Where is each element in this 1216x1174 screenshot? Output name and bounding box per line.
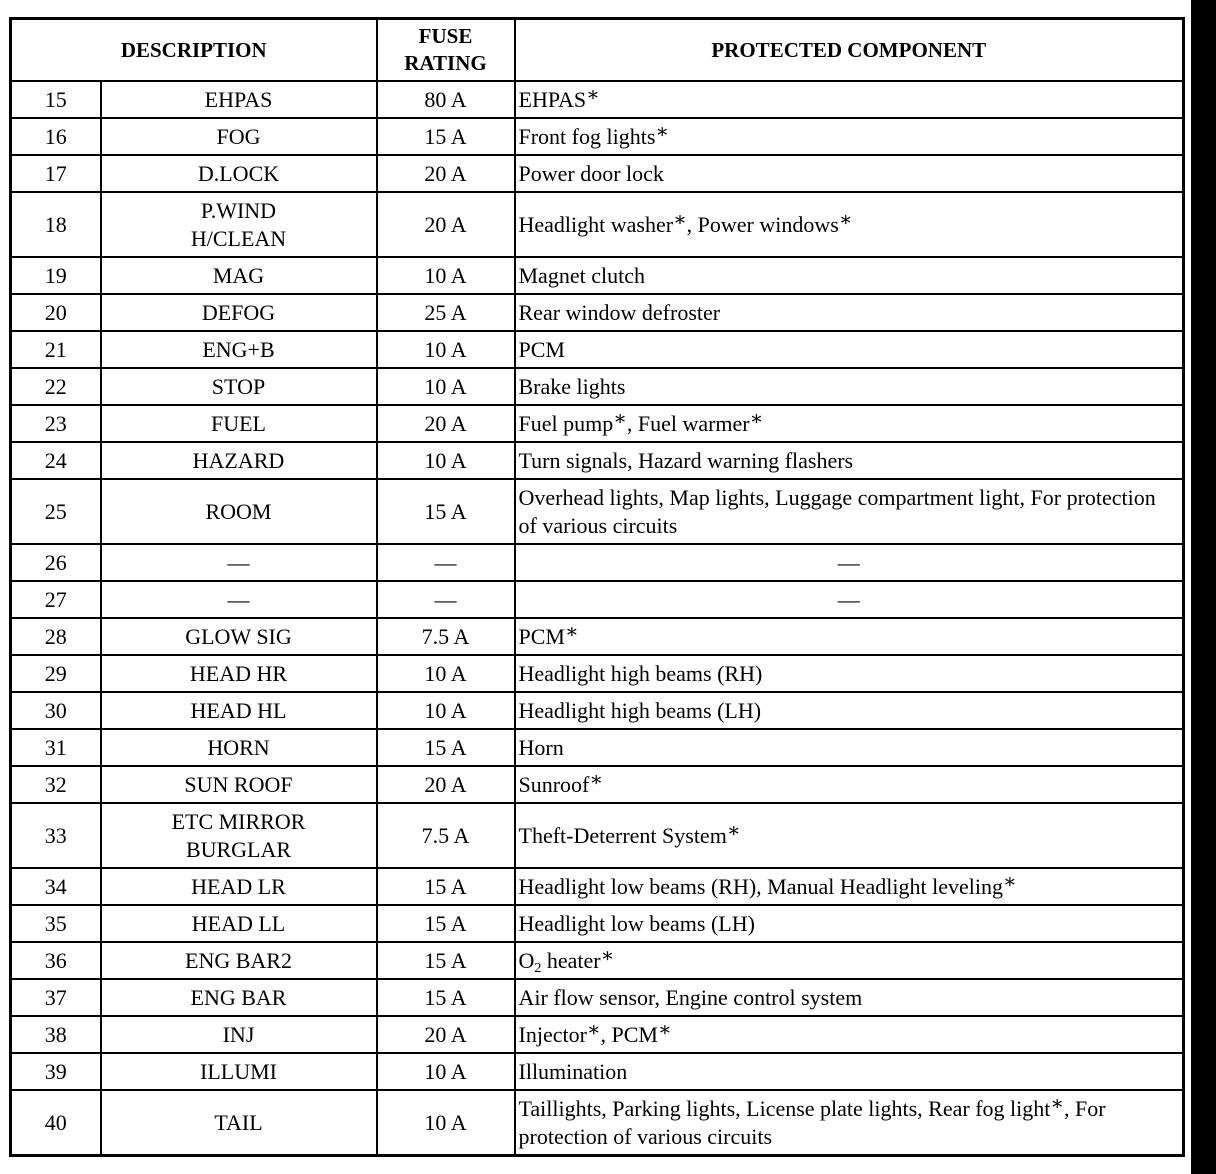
- fuse-rating: 10 A: [377, 257, 515, 294]
- fuse-number: 22: [11, 368, 101, 405]
- protected-component: Rear window defroster: [515, 294, 1184, 331]
- fuse-description: [101, 581, 377, 618]
- fuse-description: [101, 1090, 377, 1156]
- table-row: [11, 155, 1184, 192]
- fuse-number: 17: [11, 155, 101, 192]
- fuse-number: 31: [11, 729, 101, 766]
- fuse-description-line: ENG BAR2: [185, 947, 292, 973]
- fuse-number: 24: [11, 442, 101, 479]
- protected-component: Theft-Deterrent System∗: [515, 803, 1184, 868]
- fuse-description: [101, 942, 377, 979]
- fuse-number: 32: [11, 766, 101, 803]
- fuse-rating: 15 A: [377, 979, 515, 1016]
- fuse-rating: —: [377, 581, 515, 618]
- fuse-number: 23: [11, 405, 101, 442]
- fuse-description: [101, 368, 377, 405]
- fuse-description-line: STOP: [211, 373, 266, 399]
- fuse-number: 29: [11, 655, 101, 692]
- table-row: [11, 81, 1184, 118]
- fuse-description-line: EHPAS: [204, 86, 273, 112]
- fuse-description: [101, 479, 377, 544]
- protected-component: Brake lights: [515, 368, 1184, 405]
- footnote-asterisk: ∗: [589, 768, 603, 791]
- protected-component: Overhead lights, Map lights, Luggage compartment light, For protection of various circuits: [515, 479, 1184, 544]
- header-protected-component: PROTECTED COMPONENT: [515, 19, 1184, 82]
- protected-component: Headlight high beams (LH): [515, 692, 1184, 729]
- fuse-description-line: —: [227, 549, 250, 575]
- fuse-description-line: HEAD LR: [191, 873, 286, 899]
- fuse-number: 21: [11, 331, 101, 368]
- table-row: [11, 1016, 1184, 1053]
- table-row: [11, 803, 1184, 868]
- table-row: [11, 618, 1184, 655]
- table-row: [11, 766, 1184, 803]
- protected-component: EHPAS∗: [515, 81, 1184, 118]
- fuse-number: 30: [11, 692, 101, 729]
- fuse-number: 33: [11, 803, 101, 868]
- fuse-number: 27: [11, 581, 101, 618]
- fuse-number: 15: [11, 81, 101, 118]
- fuse-description-line: FOG: [216, 123, 261, 149]
- fuse-rating: 7.5 A: [377, 803, 515, 868]
- fuse-table: [9, 17, 1185, 1157]
- fuse-rating: 15 A: [377, 729, 515, 766]
- fuse-description-line: TAIL: [214, 1109, 263, 1135]
- fuse-number: 26: [11, 544, 101, 581]
- fuse-description-line: H/CLEAN: [190, 225, 287, 251]
- fuse-description: [101, 803, 377, 868]
- fuse-rating: 10 A: [377, 1090, 515, 1156]
- fuse-description-line: MAG: [212, 262, 265, 288]
- table-row: [11, 331, 1184, 368]
- fuse-rating: 25 A: [377, 294, 515, 331]
- fuse-rating: 10 A: [377, 368, 515, 405]
- footnote-asterisk: ∗: [586, 1018, 601, 1041]
- fuse-description: [101, 1053, 377, 1090]
- fuse-rating: 15 A: [377, 118, 515, 155]
- footnote-asterisk: ∗: [1003, 870, 1017, 893]
- footnote-asterisk: ∗: [613, 407, 627, 430]
- fuse-rating: 20 A: [377, 192, 515, 257]
- fuse-number: 34: [11, 868, 101, 905]
- fuse-rating: 80 A: [377, 81, 515, 118]
- fuse-number: 28: [11, 618, 101, 655]
- protected-component: Headlight washer∗, Power windows∗: [515, 192, 1184, 257]
- fuse-number: 18: [11, 192, 101, 257]
- fuse-number: 35: [11, 905, 101, 942]
- protected-component: Fuel pump∗, Fuel warmer∗: [515, 405, 1184, 442]
- fuse-description-line: DEFOG: [201, 299, 276, 325]
- fuse-description: [101, 618, 377, 655]
- protected-component: Front fog lights∗: [515, 118, 1184, 155]
- fuse-description: [101, 192, 377, 257]
- protected-component: —: [515, 581, 1184, 618]
- fuse-number: 36: [11, 942, 101, 979]
- fuse-description: [101, 294, 377, 331]
- fuse-number: 20: [11, 294, 101, 331]
- footnote-asterisk: ∗: [655, 120, 669, 143]
- fuse-description-line: ENG BAR: [190, 984, 287, 1010]
- table-row: [11, 692, 1184, 729]
- fuse-description-line: ILLUMI: [200, 1058, 277, 1084]
- fuse-description: [101, 655, 377, 692]
- protected-component: Headlight low beams (RH), Manual Headlight leveling∗: [515, 868, 1184, 905]
- fuse-description-line: SUN ROOF: [184, 771, 293, 797]
- fuse-rating: 10 A: [377, 1053, 515, 1090]
- protected-component: Illumination: [515, 1053, 1184, 1090]
- fuse-description-line: ROOM: [205, 498, 272, 524]
- fuse-number: 38: [11, 1016, 101, 1053]
- fuse-description: [101, 979, 377, 1016]
- fuse-description-line: HEAD HL: [190, 697, 287, 723]
- fuse-description: [101, 766, 377, 803]
- fuse-description: [101, 692, 377, 729]
- table-row: [11, 479, 1184, 544]
- protected-component: Power door lock: [515, 155, 1184, 192]
- footnote-asterisk: ∗: [726, 819, 741, 842]
- fuse-rating: 20 A: [377, 1016, 515, 1053]
- table-row: [11, 655, 1184, 692]
- protected-component: Injector∗, PCM∗: [515, 1016, 1184, 1053]
- protected-component: Air flow sensor, Engine control system: [515, 979, 1184, 1016]
- footnote-asterisk: ∗: [1050, 1092, 1064, 1115]
- fuse-rating: —: [377, 544, 515, 581]
- fuse-rating: 15 A: [377, 942, 515, 979]
- fuse-description: [101, 155, 377, 192]
- table-body: [11, 81, 1184, 1156]
- fuse-rating: 20 A: [377, 766, 515, 803]
- footnote-asterisk: ∗: [564, 620, 579, 643]
- fuse-rating: 10 A: [377, 331, 515, 368]
- fuse-rating: 10 A: [377, 655, 515, 692]
- fuse-description-line: ETC MIRROR: [171, 808, 306, 834]
- protected-component: Headlight low beams (LH): [515, 905, 1184, 942]
- fuse-number: 39: [11, 1053, 101, 1090]
- fuse-description-line: BURGLAR: [185, 836, 292, 862]
- header-fuse-rating: [377, 19, 515, 82]
- protected-component: PCM: [515, 331, 1184, 368]
- fuse-description: [101, 868, 377, 905]
- fuse-rating: 10 A: [377, 442, 515, 479]
- fuse-description: [101, 729, 377, 766]
- fuse-description: [101, 1016, 377, 1053]
- table-row: [11, 868, 1184, 905]
- fuse-number: 25: [11, 479, 101, 544]
- fuse-description-line: GLOW SIG: [185, 623, 292, 649]
- fuse-rating: 20 A: [377, 155, 515, 192]
- table-row: [11, 118, 1184, 155]
- fuse-number: 16: [11, 118, 101, 155]
- header-rating-line1: FUSE: [418, 24, 473, 48]
- fuse-rating: 15 A: [377, 479, 515, 544]
- protected-component: Taillights, Parking lights, License plate lights, Rear fog light∗, For protection of various circuits: [515, 1090, 1184, 1156]
- footnote-asterisk: ∗: [600, 944, 615, 967]
- footnote-asterisk: ∗: [838, 208, 853, 231]
- fuse-description: [101, 81, 377, 118]
- fuse-description-line: D.LOCK: [197, 160, 280, 186]
- fuse-description: [101, 442, 377, 479]
- fuse-description: [101, 331, 377, 368]
- fuse-rating: 20 A: [377, 405, 515, 442]
- table-row: [11, 581, 1184, 618]
- footnote-asterisk: ∗: [657, 1018, 672, 1041]
- footnote-asterisk: ∗: [586, 83, 600, 106]
- fuse-rating: 15 A: [377, 868, 515, 905]
- fuse-description: [101, 405, 377, 442]
- table-row: [11, 544, 1184, 581]
- fuse-number: 40: [11, 1090, 101, 1156]
- protected-component: Sunroof∗: [515, 766, 1184, 803]
- header-rating-line2: RATING: [404, 51, 487, 75]
- protected-component: Magnet clutch: [515, 257, 1184, 294]
- protected-component: PCM∗: [515, 618, 1184, 655]
- protected-component: Turn signals, Hazard warning flashers: [515, 442, 1184, 479]
- table-row: [11, 979, 1184, 1016]
- table-row: [11, 729, 1184, 766]
- footnote-asterisk: ∗: [749, 407, 764, 430]
- right-edge-bar: [1191, 0, 1216, 1174]
- table-header-row: [11, 19, 1184, 82]
- fuse-rating: 7.5 A: [377, 618, 515, 655]
- fuse-description-line: HORN: [207, 734, 270, 760]
- fuse-rating: 15 A: [377, 905, 515, 942]
- table-row: [11, 942, 1184, 979]
- fuse-description: [101, 118, 377, 155]
- table-row: [11, 1090, 1184, 1156]
- fuse-description: [101, 905, 377, 942]
- fuse-rating: 10 A: [377, 692, 515, 729]
- protected-component: Headlight high beams (RH): [515, 655, 1184, 692]
- table-row: [11, 905, 1184, 942]
- header-description: DESCRIPTION: [11, 19, 377, 82]
- footnote-asterisk: ∗: [673, 208, 687, 231]
- fuse-description-line: HAZARD: [192, 447, 285, 473]
- fuse-description-line: ENG+B: [202, 336, 275, 362]
- fuse-number: 37: [11, 979, 101, 1016]
- fuse-description-line: HEAD LL: [191, 910, 286, 936]
- table-row: [11, 1053, 1184, 1090]
- fuse-description-line: P.WIND: [200, 197, 277, 223]
- fuse-description-line: INJ: [222, 1021, 255, 1047]
- fuse-description-line: HEAD HR: [189, 660, 288, 686]
- fuse-description-line: —: [227, 586, 250, 612]
- protected-component: —: [515, 544, 1184, 581]
- subscript: 2: [534, 960, 542, 976]
- fuse-description-line: FUEL: [211, 410, 266, 436]
- fuse-description: [101, 257, 377, 294]
- table-row: [11, 368, 1184, 405]
- fuse-description: [101, 544, 377, 581]
- protected-component: Horn: [515, 729, 1184, 766]
- fuse-number: 19: [11, 257, 101, 294]
- table-row: [11, 405, 1184, 442]
- table-row: [11, 294, 1184, 331]
- protected-component: $O_2$ heater∗: [515, 942, 1184, 979]
- table-row: [11, 192, 1184, 257]
- table-row: [11, 442, 1184, 479]
- table-row: [11, 257, 1184, 294]
